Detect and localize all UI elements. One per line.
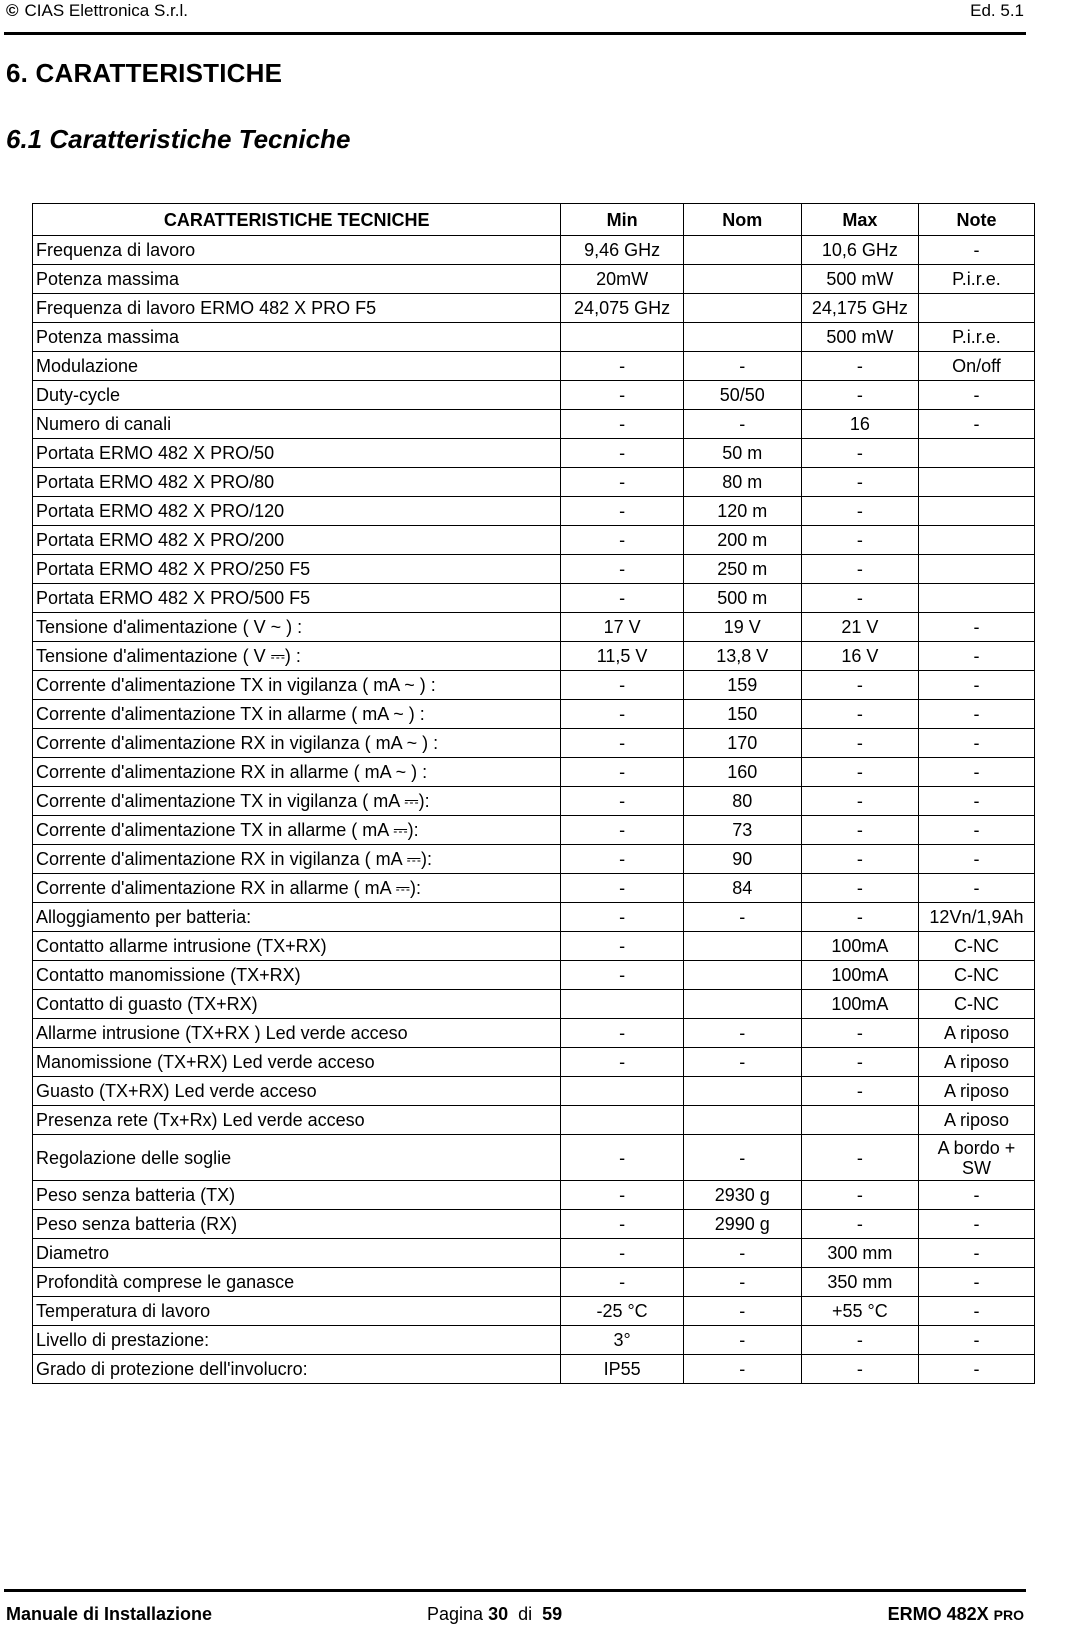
cell-nom: 160 [683,758,801,787]
cell-max: - [801,729,918,758]
page-footer [6,1603,1024,1627]
cell-max: 100mA [801,990,918,1019]
cell-nom [683,236,801,265]
page-header [6,0,1024,28]
cell-max: 10,6 GHz [801,236,918,265]
cell-nom: 2930 g [683,1181,801,1210]
table-row [33,903,1035,932]
cell-feature: Modulazione [33,352,561,381]
cell-note [918,555,1034,584]
company-name: CIAS Elettronica S.r.l. [24,1,188,20]
cell-feature: Corrente d'alimentazione RX in vigilanza ( mA ~ ) : [33,729,561,758]
cell-note: 12Vn/1,9Ah [918,903,1034,932]
cell-min: 3° [561,1326,683,1355]
table-row [33,1239,1035,1268]
cell-feature: Portata ERMO 482 X PRO/80 [33,468,561,497]
cell-feature: Contatto allarme intrusione (TX+RX) [33,932,561,961]
page-label: Pagina [427,1604,484,1624]
cell-nom: - [683,903,801,932]
edition-label: Ed. 5.1 [970,1,1024,20]
cell-note [918,497,1034,526]
cell-nom: 73 [683,816,801,845]
cell-min: - [561,816,683,845]
cell-note: - [918,874,1034,903]
cell-note: C-NC [918,990,1034,1019]
cell-feature: Portata ERMO 482 X PRO/500 F5 [33,584,561,613]
cell-nom: 84 [683,874,801,903]
cell-note: - [918,381,1034,410]
cell-note: - [918,410,1034,439]
cell-max: - [801,816,918,845]
cell-nom: 170 [683,729,801,758]
cell-max [801,1106,918,1135]
cell-max: 24,175 GHz [801,294,918,323]
table-body [33,236,1035,1384]
cell-nom: 2990 g [683,1210,801,1239]
cell-min: - [561,729,683,758]
table-row [33,1181,1035,1210]
table-row [33,787,1035,816]
cell-max: - [801,758,918,787]
table-row [33,613,1035,642]
cell-min: - [561,410,683,439]
cell-feature: Corrente d'alimentazione RX in allarme ( mA ~ ) : [33,758,561,787]
table-row [33,1106,1035,1135]
table-row [33,1355,1035,1384]
cell-note: A riposo [918,1019,1034,1048]
cell-feature: Guasto (TX+RX) Led verde acceso [33,1077,561,1106]
cell-note: A riposo [918,1077,1034,1106]
cell-feature: Tensione d'alimentazione ( V ~ ) : [33,613,561,642]
cell-max: 100mA [801,961,918,990]
cell-feature: Peso senza batteria (TX) [33,1181,561,1210]
cell-nom: 50 m [683,439,801,468]
cell-min: 20mW [561,265,683,294]
cell-max: 500 mW [801,323,918,352]
cell-feature: Duty-cycle [33,381,561,410]
cell-nom: - [683,1268,801,1297]
cell-min: - [561,874,683,903]
cell-max: +55 °C [801,1297,918,1326]
cell-nom: 500 m [683,584,801,613]
cell-nom [683,294,801,323]
cell-max: - [801,468,918,497]
cell-nom: 80 m [683,468,801,497]
cell-note: - [918,758,1034,787]
cell-feature: Corrente d'alimentazione TX in allarme ( mA ⎓): [33,816,561,845]
cell-note: - [918,729,1034,758]
table-row [33,526,1035,555]
table-row [33,1210,1035,1239]
cell-nom [683,932,801,961]
cell-min: - [561,903,683,932]
cell-min: IP55 [561,1355,683,1384]
cell-nom: - [683,1326,801,1355]
header-company-block [6,0,188,22]
cell-feature: Numero di canali [33,410,561,439]
footer-divider [4,1589,1026,1592]
cell-min: - [561,352,683,381]
cell-feature: Contatto manomissione (TX+RX) [33,961,561,990]
table-row [33,584,1035,613]
table-row [33,294,1035,323]
table-row [33,1019,1035,1048]
total-pages: 59 [542,1604,563,1624]
header-divider [4,32,1026,35]
cell-note [918,439,1034,468]
cell-min: - [561,700,683,729]
table-row [33,497,1035,526]
cell-note: A bordo + SW [918,1135,1034,1181]
cell-nom: 150 [683,700,801,729]
cell-note: C-NC [918,961,1034,990]
cell-max: - [801,1326,918,1355]
cell-min: - [561,758,683,787]
cell-feature: Frequenza di lavoro ERMO 482 X PRO F5 [33,294,561,323]
col-header-nom: Nom [683,204,801,236]
cell-min: 9,46 GHz [561,236,683,265]
cell-max: - [801,1355,918,1384]
product-suffix: PRO [993,1607,1024,1623]
cell-max: - [801,1135,918,1181]
cell-min [561,323,683,352]
cell-feature: Corrente d'alimentazione TX in allarme ( mA ~ ) : [33,700,561,729]
cell-max: 300 mm [801,1239,918,1268]
cell-nom: 19 V [683,613,801,642]
cell-feature: Tensione d'alimentazione ( V ⎓) : [33,642,561,671]
table-row [33,845,1035,874]
cell-feature: Alloggiamento per batteria: [33,903,561,932]
col-header-feature: CARATTERISTICHE TECNICHE [33,204,561,236]
table-row [33,1268,1035,1297]
cell-min: - [561,468,683,497]
cell-feature: Regolazione delle soglie [33,1135,561,1181]
cell-min: - [561,526,683,555]
cell-note: - [918,816,1034,845]
cell-feature: Portata ERMO 482 X PRO/200 [33,526,561,555]
cell-note: On/off [918,352,1034,381]
technical-specs-table [32,203,1035,1384]
cell-max: 16 [801,410,918,439]
cell-note: - [918,1181,1034,1210]
cell-min: -25 °C [561,1297,683,1326]
table-row [33,758,1035,787]
cell-min: - [561,961,683,990]
table-row [33,961,1035,990]
cell-feature: Temperatura di lavoro [33,1297,561,1326]
cell-max: - [801,555,918,584]
cell-nom: 159 [683,671,801,700]
cell-nom: 80 [683,787,801,816]
cell-max: - [801,584,918,613]
table-row [33,439,1035,468]
cell-note [918,468,1034,497]
cell-min: 11,5 V [561,642,683,671]
cell-feature: Frequenza di lavoro [33,236,561,265]
cell-note: - [918,642,1034,671]
cell-feature: Manomissione (TX+RX) Led verde acceso [33,1048,561,1077]
cell-nom: 120 m [683,497,801,526]
table-row [33,236,1035,265]
cell-feature: Contatto di guasto (TX+RX) [33,990,561,1019]
cell-max: - [801,497,918,526]
cell-feature: Corrente d'alimentazione RX in allarme ( mA ⎓): [33,874,561,903]
table-row [33,352,1035,381]
col-header-note: Note [918,204,1034,236]
cell-max: - [801,1048,918,1077]
cell-max: 350 mm [801,1268,918,1297]
cell-note: - [918,613,1034,642]
cell-min: - [561,1048,683,1077]
table-row [33,1135,1035,1181]
cell-feature: Diametro [33,1239,561,1268]
cell-max: - [801,352,918,381]
cell-nom [683,990,801,1019]
cell-nom: - [683,352,801,381]
table-row [33,323,1035,352]
cell-max: 16 V [801,642,918,671]
cell-feature: Grado di protezione dell'involucro: [33,1355,561,1384]
cell-note: P.i.r.e. [918,323,1034,352]
of-label: di [518,1604,533,1624]
cell-min: - [561,932,683,961]
cell-note: - [918,700,1034,729]
cell-min: - [561,381,683,410]
cell-max: - [801,671,918,700]
cell-nom: - [683,1048,801,1077]
table-row [33,990,1035,1019]
cell-note: - [918,236,1034,265]
product-name [888,1603,1024,1626]
cell-nom: - [683,1239,801,1268]
cell-max: - [801,700,918,729]
cell-nom: - [683,1297,801,1326]
cell-note: - [918,671,1034,700]
copyright-icon: © [6,1,19,20]
cell-max: - [801,787,918,816]
cell-max: - [801,874,918,903]
cell-note: P.i.r.e. [918,265,1034,294]
cell-feature: Potenza massima [33,323,561,352]
cell-note: A riposo [918,1106,1034,1135]
cell-nom [683,265,801,294]
cell-min: - [561,439,683,468]
cell-nom: - [683,1135,801,1181]
cell-feature: Presenza rete (Tx+Rx) Led verde acceso [33,1106,561,1135]
cell-max: - [801,1077,918,1106]
cell-feature: Potenza massima [33,265,561,294]
table-row [33,671,1035,700]
cell-feature: Livello di prestazione: [33,1326,561,1355]
page-indicator [427,1603,562,1625]
cell-note [918,584,1034,613]
cell-feature: Profondità comprese le ganasce [33,1268,561,1297]
cell-nom [683,1077,801,1106]
cell-note: A riposo [918,1048,1034,1077]
table-header-row [33,204,1035,236]
cell-note: - [918,1326,1034,1355]
cell-max: - [801,903,918,932]
cell-note [918,526,1034,555]
cell-nom: - [683,1355,801,1384]
cell-note: C-NC [918,932,1034,961]
table-row [33,932,1035,961]
cell-min: - [561,555,683,584]
col-header-max: Max [801,204,918,236]
col-header-min: Min [561,204,683,236]
page-number: 30 [488,1604,509,1624]
table-row [33,1077,1035,1106]
cell-min: 17 V [561,613,683,642]
cell-note: - [918,787,1034,816]
cell-max: 21 V [801,613,918,642]
cell-min: - [561,1239,683,1268]
cell-min: - [561,1019,683,1048]
cell-max: 100mA [801,932,918,961]
table-row [33,642,1035,671]
cell-feature: Corrente d'alimentazione TX in vigilanza ( mA ⎓): [33,787,561,816]
cell-feature: Corrente d'alimentazione TX in vigilanza ( mA ~ ) : [33,671,561,700]
cell-nom: 250 m [683,555,801,584]
cell-min: - [561,671,683,700]
table-row [33,1326,1035,1355]
cell-nom: 200 m [683,526,801,555]
cell-note: - [918,1210,1034,1239]
cell-min: - [561,1135,683,1181]
table-row [33,381,1035,410]
cell-max: - [801,439,918,468]
table-row [33,468,1035,497]
cell-min: 24,075 GHz [561,294,683,323]
cell-min: - [561,497,683,526]
cell-note: - [918,1355,1034,1384]
cell-max: - [801,845,918,874]
cell-nom: 90 [683,845,801,874]
cell-nom [683,323,801,352]
cell-max: - [801,1210,918,1239]
table-row [33,874,1035,903]
subsection-title: 6.1 Caratteristiche Tecniche [6,124,351,154]
cell-nom [683,1106,801,1135]
cell-feature: Portata ERMO 482 X PRO/120 [33,497,561,526]
table-row [33,410,1035,439]
cell-nom: - [683,1019,801,1048]
cell-min [561,990,683,1019]
cell-min: - [561,787,683,816]
product-model: ERMO 482X [887,1604,989,1624]
cell-note: - [918,1239,1034,1268]
cell-feature: Portata ERMO 482 X PRO/250 F5 [33,555,561,584]
cell-feature: Peso senza batteria (RX) [33,1210,561,1239]
cell-min: - [561,845,683,874]
table-row [33,1297,1035,1326]
cell-min: - [561,584,683,613]
cell-feature: Portata ERMO 482 X PRO/50 [33,439,561,468]
cell-note: - [918,1268,1034,1297]
table-row [33,700,1035,729]
table-row [33,555,1035,584]
table-row [33,729,1035,758]
cell-max: - [801,1181,918,1210]
manual-title: Manuale di Installazione [6,1604,213,1624]
cell-feature: Corrente d'alimentazione RX in vigilanza ( mA ⎓): [33,845,561,874]
table-row [33,1048,1035,1077]
cell-note: - [918,845,1034,874]
cell-max: 500 mW [801,265,918,294]
section-title: 6. CARATTERISTICHE [6,58,283,88]
table-row [33,265,1035,294]
cell-note [918,294,1034,323]
cell-min: - [561,1181,683,1210]
table-row [33,816,1035,845]
cell-note: - [918,1297,1034,1326]
cell-max: - [801,526,918,555]
cell-min [561,1106,683,1135]
cell-max: - [801,381,918,410]
cell-nom: 50/50 [683,381,801,410]
cell-nom: - [683,410,801,439]
cell-min [561,1077,683,1106]
cell-nom [683,961,801,990]
cell-nom: 13,8 V [683,642,801,671]
cell-min: - [561,1268,683,1297]
cell-min: - [561,1210,683,1239]
cell-feature: Allarme intrusione (TX+RX ) Led verde acceso [33,1019,561,1048]
cell-max: - [801,1019,918,1048]
